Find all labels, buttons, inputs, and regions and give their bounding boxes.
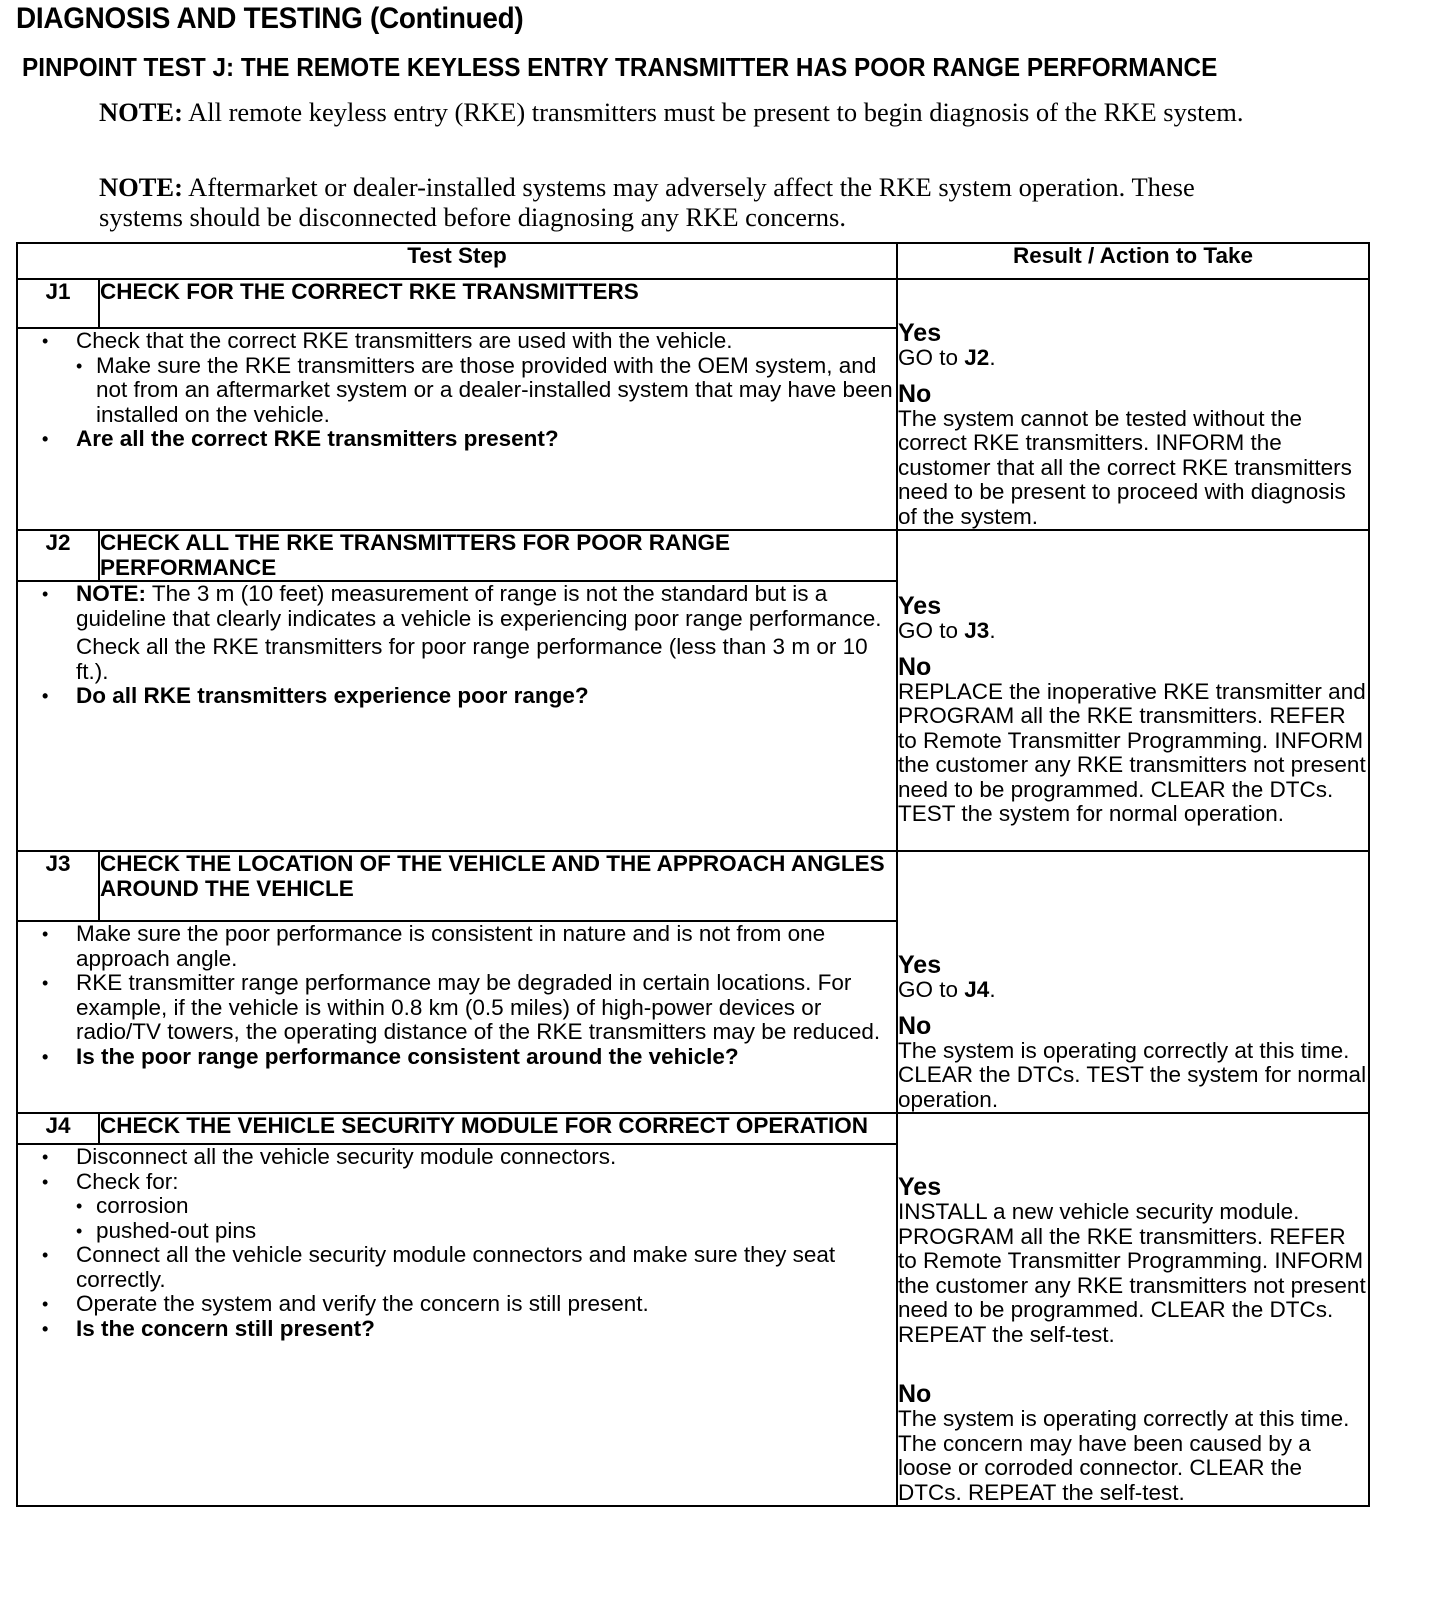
- step-id: J4: [17, 1113, 99, 1144]
- instruction-item: • Check that the correct RKE transmitters are used with the vehicle.: [30, 329, 896, 354]
- instruction-question: • Is the poor range performance consistent around the vehicle?: [30, 1045, 896, 1070]
- instruction-question: • Is the concern still present?: [30, 1317, 896, 1342]
- instruction-item: Check all the RKE transmitters for poor range performance (less than 3 m or 10 ft.).: [76, 634, 868, 684]
- yes-action: [898, 346, 1368, 371]
- instruction-item: • Operate the system and verify the concern is still present.: [30, 1292, 896, 1317]
- yes-action-suffix: .: [989, 977, 996, 1002]
- yes-label: Yes: [898, 319, 942, 347]
- step-result-j2: [897, 530, 1369, 851]
- yes-action: [898, 619, 1368, 644]
- step-instructions: [17, 1144, 897, 1506]
- goto-step-link[interactable]: J3: [964, 618, 990, 643]
- step-id: J1: [17, 279, 99, 328]
- step-instructions: [17, 328, 897, 530]
- step-row-j2: [17, 530, 1369, 581]
- page-title: DIAGNOSIS AND TESTING (Continued): [16, 2, 524, 35]
- pinpoint-test-title: PINPOINT TEST J: THE REMOTE KEYLESS ENTRY TRANSMITTER HAS POOR RANGE PERFORMANCE: [22, 52, 1218, 82]
- note-label: NOTE:: [99, 97, 183, 127]
- note-label: NOTE:: [99, 172, 183, 202]
- no-label: No: [898, 379, 932, 408]
- instruction-sublist: [30, 1194, 896, 1243]
- yes-action: [898, 978, 1368, 1003]
- step-title: CHECK THE VEHICLE SECURITY MODULE FOR CORRECT OPERATION: [99, 1113, 897, 1144]
- instruction-item: • Disconnect all the vehicle security module connectors.: [30, 1145, 896, 1170]
- header-test-step: Test Step: [17, 243, 897, 279]
- no-action: The system is operating correctly at this time. CLEAR the DTCs. TEST the system for normal operation.: [898, 1037, 1367, 1112]
- yes-action-suffix: .: [989, 618, 996, 643]
- yes-action: INSTALL a new vehicle security module. PROGRAM all the RKE transmitters. REFER to Remote Transmitter Programming. INFORM the customer any RKE transmitters not present need to be programmed. CLEAR the DTCs. REPEAT the self-test.: [898, 1199, 1366, 1347]
- step-row-j4: [17, 1113, 1369, 1144]
- step-row-j1: [17, 279, 1369, 328]
- instruction-item: • Connect all the vehicle security module connectors and make sure they seat correctly.: [30, 1243, 896, 1292]
- instruction-question: • Are all the correct RKE transmitters present?: [30, 427, 896, 452]
- header-result: Result / Action to Take: [897, 243, 1369, 279]
- yes-label: Yes: [898, 1173, 942, 1201]
- instruction-text: The 3 m (10 feet) measurement of range is not the standard but is a guideline that clearly indicates a vehicle is experiencing poor range performance.: [76, 581, 882, 631]
- no-label: No: [898, 1380, 932, 1408]
- step-title: CHECK FOR THE CORRECT RKE TRANSMITTERS: [99, 279, 897, 328]
- goto-step-link[interactable]: J2: [964, 345, 990, 370]
- instruction-subitem: [30, 354, 896, 428]
- instruction-subitem: • pushed-out pins: [76, 1219, 896, 1244]
- instruction-subitem: • corrosion: [76, 1194, 896, 1219]
- note-aftermarket: [99, 172, 1219, 232]
- no-action: The system cannot be tested without the correct RKE transmitters. INFORM the customer that all the correct RKE transmitters need to be present to proceed with diagnosis of the system.: [898, 405, 1352, 529]
- instruction-item: • RKE transmitter range performance may be degraded in certain locations. For example, if the vehicle is within 0.8 km (0.5 miles) of high-power devices or radio/TV towers, the operating distance of the RKE transmitters may be reduced.: [30, 971, 896, 1045]
- step-instructions: [17, 581, 897, 851]
- yes-action-text: GO to: [898, 977, 965, 1002]
- pinpoint-test-table: [16, 242, 1370, 1507]
- note-rke-present: [99, 97, 1299, 127]
- no-action: REPLACE the inoperative RKE transmitter and PROGRAM all the RKE transmitters. REFER to Remote Transmitter Programming. INFORM the customer any RKE transmitters not present need to be programmed. CLEAR the DTCs. TEST the system for normal operation.: [898, 678, 1366, 826]
- yes-action-suffix: .: [989, 345, 996, 370]
- step-id: J2: [17, 530, 99, 581]
- instruction-item: • Check for:: [30, 1170, 896, 1195]
- instruction-item: • Make sure the poor performance is consistent in nature and is not from one approach angle.: [30, 922, 896, 971]
- note-label: NOTE:: [76, 581, 146, 606]
- step-instructions: [17, 921, 897, 1113]
- step-result-j4: [897, 1113, 1369, 1506]
- goto-step-link[interactable]: J4: [964, 977, 990, 1002]
- step-id: J3: [17, 851, 99, 921]
- yes-label: Yes: [898, 951, 942, 979]
- step-result-j1: [897, 279, 1369, 530]
- instruction-question: • Do all RKE transmitters experience poor range?: [30, 684, 896, 709]
- step-title: CHECK ALL THE RKE TRANSMITTERS FOR POOR RANGE PERFORMANCE: [99, 530, 897, 581]
- instruction-subitem-text: • Make sure the RKE transmitters are those provided with the OEM system, and not from an aftermarket system or a dealer-installed system that may have been installed on the vehicle.: [76, 354, 896, 428]
- yes-action-text: GO to: [898, 345, 965, 370]
- no-action: The system is operating correctly at this time. The concern may have been caused by a loose or corroded connector. CLEAR the DTCs. REPEAT the self-test.: [898, 1406, 1350, 1505]
- note-text: All remote keyless entry (RKE) transmitters must be present to begin diagnosis of the RKE system.: [182, 97, 1244, 127]
- no-label: No: [898, 652, 932, 681]
- step-result-j3: [897, 851, 1369, 1113]
- no-label: No: [898, 1011, 932, 1040]
- yes-action-text: GO to: [898, 618, 965, 643]
- step-title: CHECK THE LOCATION OF THE VEHICLE AND THE APPROACH ANGLES AROUND THE VEHICLE: [99, 851, 897, 921]
- yes-label: Yes: [898, 592, 942, 620]
- instruction-item: [30, 582, 896, 631]
- step-row-j3: [17, 851, 1369, 921]
- note-text: Aftermarket or dealer-installed systems may adversely affect the RKE system operation. These systems should be disconnected before diagnosing any RKE concerns.: [99, 172, 1195, 232]
